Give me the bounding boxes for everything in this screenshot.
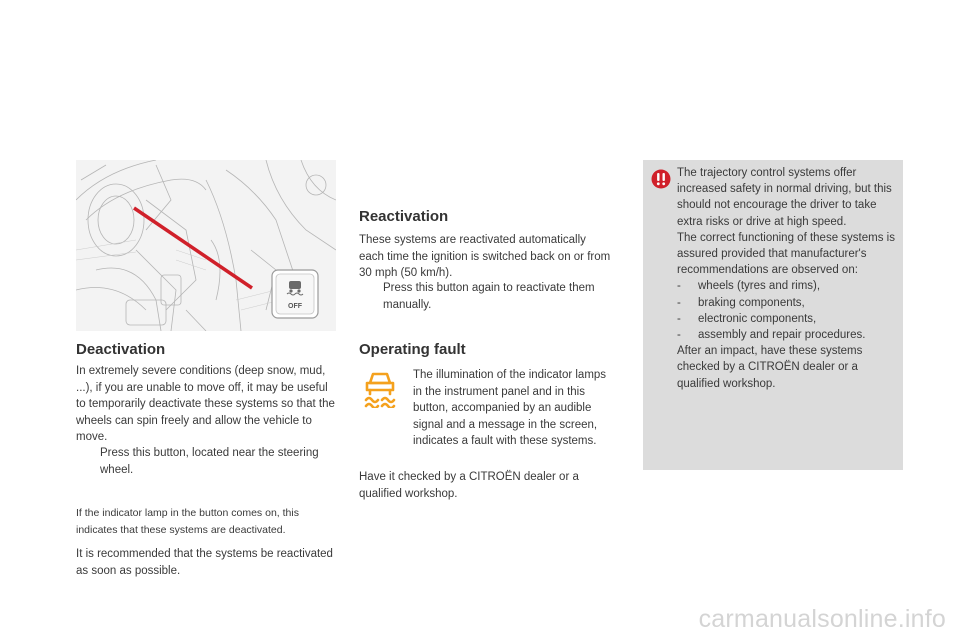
reactivation-intro: These systems are reactivated automatically each time the ignition is switched back on or from 30 mph (50 km/h). — [359, 234, 611, 279]
warning-paragraph: The correct functioning of these systems is assured provided that manufacturer's recommendations are observed on: — [677, 231, 895, 277]
bullet-marker — [359, 280, 383, 313]
warning-list-item — [677, 311, 895, 327]
list-dash: - — [677, 329, 681, 342]
warning-list-item — [677, 295, 895, 311]
deactivation-note: If the indicator lamp in the button comes on, this indicates that these systems are deactivated. — [76, 507, 299, 536]
reactivation-bullet-text: Press this button again to reactivate them manually. — [383, 282, 595, 311]
dashboard-drawing — [76, 160, 336, 331]
warning-list-item — [677, 327, 895, 343]
skid-warning-icon — [363, 368, 397, 408]
list-dash: - — [677, 296, 681, 309]
operating-fault-check: Have it checked by a CITROËN dealer or a qualified workshop. — [359, 471, 579, 500]
warning-outro: After an impact, have these systems checked by a CITROËN dealer or a qualified workshop. — [677, 345, 863, 390]
watermark: carmanualsonline.info — [698, 605, 946, 633]
dashboard-illustration — [76, 160, 336, 331]
deactivation-intro: In extremely severe conditions (deep snow, mud, ...), if you are unable to move off, it may be useful to temporarily deactivate these systems so that the wheels can spin freely and allow the vehicle to move. — [76, 365, 335, 443]
reactivation-title: Reactivation — [359, 208, 449, 225]
deactivation-bullet-text: Press this button, located near the steering wheel. — [100, 447, 319, 476]
list-dash: - — [677, 312, 681, 325]
warning-exclamation-icon — [651, 169, 671, 189]
warning-list-item-text: wheels (tyres and rims), — [698, 280, 821, 293]
warning-intro: The trajectory control systems offer increased safety in normal driving, but this should not encourage the driver to take extra risks or drive at high speed. — [677, 167, 892, 228]
deactivation-recommendation: It is recommended that the systems be reactivated as soon as possible. — [76, 548, 333, 577]
deactivation-bullet — [76, 445, 338, 478]
warning-list-item — [677, 278, 895, 294]
warning-list-item-text: electronic components, — [698, 312, 817, 325]
warning-panel — [643, 160, 903, 470]
deactivation-title: Deactivation — [76, 341, 166, 358]
reactivation-bullet — [359, 280, 611, 313]
warning-list-item-text: braking components, — [698, 296, 805, 309]
warning-list-item-text: assembly and repair procedures. — [698, 329, 866, 342]
list-dash: - — [677, 280, 681, 293]
operating-fault-title: Operating fault — [359, 341, 466, 358]
bullet-marker — [76, 445, 100, 478]
warning-text — [677, 165, 895, 392]
operating-fault-text: The illumination of the indicator lamps in the instrument panel and in this button, accompanied by an audible signal and a message in the screen, indicates a fault with these systems. — [413, 369, 607, 447]
off-button-label: OFF — [288, 303, 302, 310]
